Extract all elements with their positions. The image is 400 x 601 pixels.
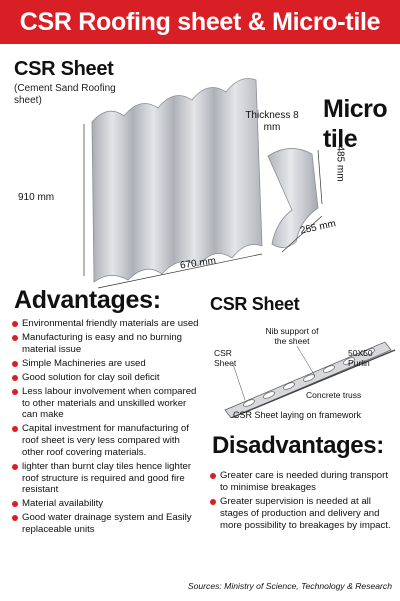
advantage-item: Simple Machineries are used	[12, 358, 200, 370]
dimension-485: 485 mm	[334, 145, 346, 182]
diagram-caption: CSR Sheet laying on framework	[233, 410, 362, 420]
advantage-item: lighter than burnt clay tiles hence lighter roof structure is required and good fire resistant	[12, 461, 200, 496]
dimension-255: 255 mm	[299, 218, 337, 237]
advantage-item: Good water drainage system and Easily replaceable units	[12, 512, 200, 536]
disadvantage-item: Greater care is needed during transport to minimise breakages	[210, 470, 392, 494]
advantages-list	[12, 318, 200, 538]
purlin-label: 50X50 Purlin	[348, 348, 373, 368]
advantage-item: Good solution for clay soil deficit	[12, 372, 200, 384]
csr-sheet-shape	[92, 79, 262, 283]
dimension-910: 910 mm	[18, 192, 55, 203]
advantages-title: Advantages:	[14, 286, 161, 314]
csr-sheet-subtitle: (Cement Sand Roofing sheet)	[14, 83, 116, 106]
nib-support-label: Nib support of the sheet	[265, 326, 319, 346]
advantage-item: Capital investment for manufacturing of roof sheet is very less compared with other roof covering materials.	[12, 423, 200, 458]
dimension-670: 670 mm	[179, 255, 217, 272]
thickness-label: Thickness 8 mm	[245, 110, 299, 133]
micro-tile-title: Micro tile	[323, 95, 388, 153]
advantage-item: Material availability	[12, 498, 200, 510]
advantage-item: Manufacturing is easy and no burning material issue	[12, 332, 200, 356]
disadvantages-list	[210, 470, 392, 534]
csr-sheet-title: CSR Sheet	[14, 58, 114, 80]
disadvantages-title: Disadvantages:	[212, 432, 384, 459]
sources-footer: Sources: Ministry of Science, Technology & Research	[187, 581, 392, 591]
advantage-item: Environmental friendly materials are used	[12, 318, 200, 330]
csr-sheet-label: CSR Sheet	[214, 348, 237, 368]
advantage-item: Less labour involvement when compared to other materials and unskilled worker can make	[12, 386, 200, 421]
banner-title: CSR Roofing sheet & Micro-tile	[0, 0, 400, 44]
disadvantage-item: Greater supervision is needed at all stages of production and delivery and more possibility to breakages by impact.	[210, 496, 392, 531]
diagram-title: CSR Sheet	[210, 294, 300, 314]
concrete-truss-label: Concrete truss	[306, 390, 362, 400]
